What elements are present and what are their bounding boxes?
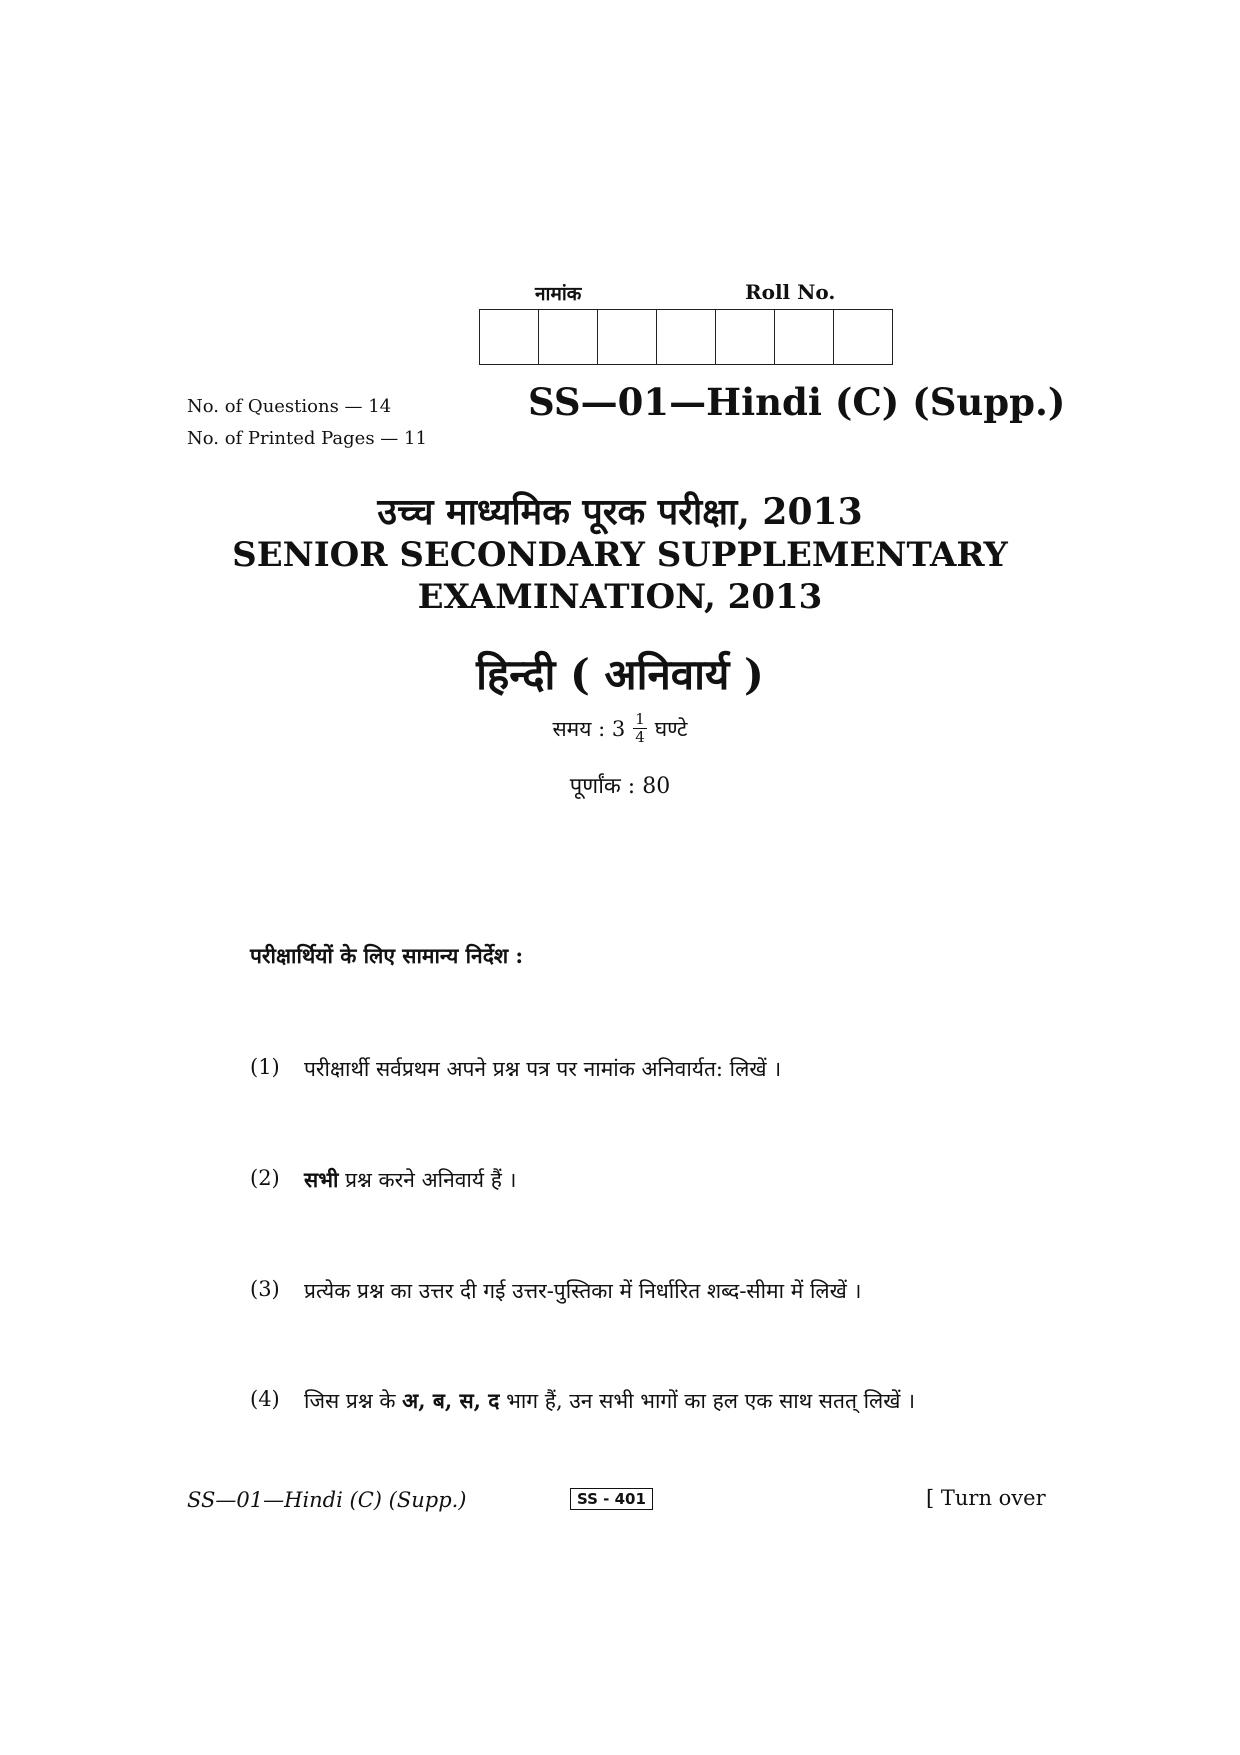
total-marks: पूर्णांक : 80 (569, 774, 671, 799)
printed-pages-count: No. of Printed Pages — 11 (187, 428, 427, 449)
fraction-denominator: 4 (635, 728, 645, 746)
exam-heading-english-line2: EXAMINATION, 2013 (417, 577, 823, 617)
instruction-text: प्रत्येक प्रश्न का उत्तर दी गई उत्तर-पुस्तिका में निर्धारित शब्द-सीमा में लिखें । (304, 1279, 862, 1303)
roll-number-labels (0, 280, 1240, 310)
roll-number-boxes[interactable] (479, 309, 893, 365)
duration-fraction (633, 712, 647, 745)
roll-digit-box[interactable] (539, 310, 598, 364)
question-count: No. of Questions — 14 (187, 396, 392, 417)
instruction-text-prefix: जिस प्रश्न के (304, 1389, 403, 1413)
instruction-number: (4) (250, 1387, 280, 1411)
instruction-number: (1) (250, 1055, 280, 1079)
footer-paper-code: SS—01—Hindi (C) (Supp.) (187, 1488, 467, 1512)
fraction-numerator: 1 (635, 710, 645, 728)
exam-heading-english-line1: SENIOR SECONDARY SUPPLEMENTARY (232, 535, 1008, 575)
instruction-item (250, 1387, 915, 1415)
exam-duration (0, 712, 1240, 745)
roll-label-english: Roll No. (745, 280, 836, 304)
roll-digit-box[interactable] (598, 310, 657, 364)
duration-unit: घण्टे (654, 716, 688, 741)
instructions-heading: परीक्षार्थियों के लिए सामान्य निर्देश : (250, 943, 524, 968)
roll-label-hindi: नामांक (535, 283, 582, 305)
roll-digit-box[interactable] (834, 310, 892, 364)
instruction-text: प्रश्न करने अनिवार्य हैं । (338, 1168, 517, 1192)
turn-over-note: [ Turn over (926, 1486, 1046, 1510)
roll-digit-box[interactable] (480, 310, 539, 364)
paper-code-title: SS—01—Hindi (C) (Supp.) (528, 380, 1066, 424)
roll-digit-box[interactable] (716, 310, 775, 364)
instruction-text: परीक्षार्थी सर्वप्रथम अपने प्रश्न पत्र पर नामांक अनिवार्यत: लिखें । (304, 1057, 782, 1081)
subject-title: हिन्दी ( अनिवार्य ) (476, 650, 764, 699)
instruction-number: (3) (250, 1277, 280, 1301)
instruction-emphasis: सभी (304, 1167, 339, 1192)
instruction-emphasis: अ, ब, स, द (402, 1388, 500, 1413)
footer-series-code-badge: SS - 401 (570, 1488, 653, 1510)
roll-digit-box[interactable] (775, 310, 834, 364)
instruction-text: भाग हैं, उन सभी भागों का हल एक साथ सतत् लिखें । (499, 1389, 916, 1413)
instruction-number: (2) (250, 1166, 280, 1190)
duration-label: समय : 3 (552, 716, 626, 741)
instruction-item (250, 1277, 861, 1305)
instruction-item (250, 1166, 517, 1194)
instruction-item (250, 1055, 781, 1083)
exam-heading-hindi: उच्च माध्यमिक पूरक परीक्षा, 2013 (377, 491, 863, 533)
roll-digit-box[interactable] (657, 310, 716, 364)
